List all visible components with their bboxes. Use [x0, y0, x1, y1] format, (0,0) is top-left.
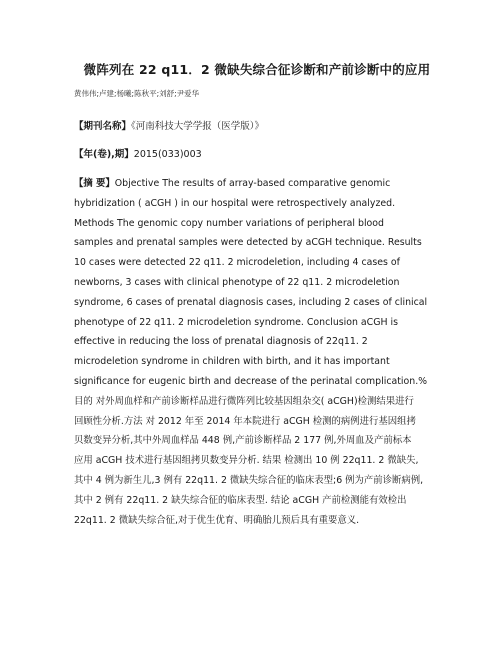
abstract-line: Methods The genomic copy number variations of peripheral blood: [74, 217, 384, 229]
abstract-line: phenotype of 22 q11. 2 microdeletion syndrome. Conclusion aCGH is: [74, 316, 398, 328]
abstract-line: [74, 174, 440, 194]
abstract-line: 回顾性分析.方法 对 2012 年至 2014 年本院进行 aCGH 检测的病例进行基因组拷: [74, 415, 416, 427]
abstract-line: syndrome, 6 cases of prenatal diagnosis cases, including 2 cases of clinical: [74, 296, 428, 308]
abstract-line: 应用 aCGH 技术进行基因组拷贝数变异分析. 结果 检测出 10 例 22q11. 2 微缺失,: [74, 455, 419, 467]
abstract-line: 10 cases were detected 22 q11. 2 microdeletion, including 4 cases of: [74, 257, 400, 269]
abstract-line: 22q11. 2 微缺失综合征,对于优生优育、明确胎儿预后具有重要意义.: [74, 514, 360, 526]
abstract-label: 【摘 要】: [74, 178, 115, 189]
abstract-line: effective in reducing the loss of prenatal diagnosis of 22q11. 2: [74, 336, 368, 348]
document-title: 微阵列在 22 q11．2 微缺失综合征诊断和产前诊断中的应用: [83, 62, 431, 77]
abstract-line: 目的 对外周血样和产前诊断样品进行微阵列比较基因组杂交( aCGH)检测结果进行: [74, 395, 414, 407]
journal-name-row: [74, 118, 440, 132]
abstract-line-text: Objective The results of array-based comparative genomic: [114, 178, 391, 189]
abstract-line: samples and prenatal samples were detected by aCGH technique. Results: [74, 237, 422, 249]
year-volume-issue-value: 2015(033)003: [133, 149, 202, 160]
author-list: 黄伟伟;卢建;杨曦;陈秋平;刘舒;尹爱华: [74, 89, 200, 98]
abstract-block: [74, 174, 440, 530]
abstract-line: significance for eugenic birth and decrease of the perinatal complication.%: [74, 375, 428, 387]
abstract-line: 其中 4 例为新生儿,3 例有 22q11. 2 微缺失综合征的临床表型;6 例为产前诊断病例,: [74, 474, 424, 486]
abstract-line: 其中 2 例有 22q11. 2 缺失综合征的临床表型. 结论 aCGH 产前检测能有效检出: [74, 494, 407, 506]
journal-name-label: 【期刊名称】: [74, 121, 132, 132]
abstract-line: newborns, 3 cases with clinical phenotype of 22 q11. 2 microdeletion: [74, 276, 400, 288]
journal-name-value: 《河南科技大学学报（医学版）》: [131, 121, 265, 132]
abstract-line: microdeletion syndrome in children with birth, and it has important: [74, 356, 390, 368]
year-volume-issue-label: 【年(卷),期】: [74, 149, 134, 160]
abstract-line: 贝数变异分析,其中外周血样品 448 例,产前诊断样品 2 177 例,外周血及产前标本: [74, 435, 412, 447]
abstract-line: hybridization ( aCGH ) in our hospital were retrospectively analyzed.: [74, 197, 396, 209]
year-volume-issue-row: [74, 146, 440, 160]
